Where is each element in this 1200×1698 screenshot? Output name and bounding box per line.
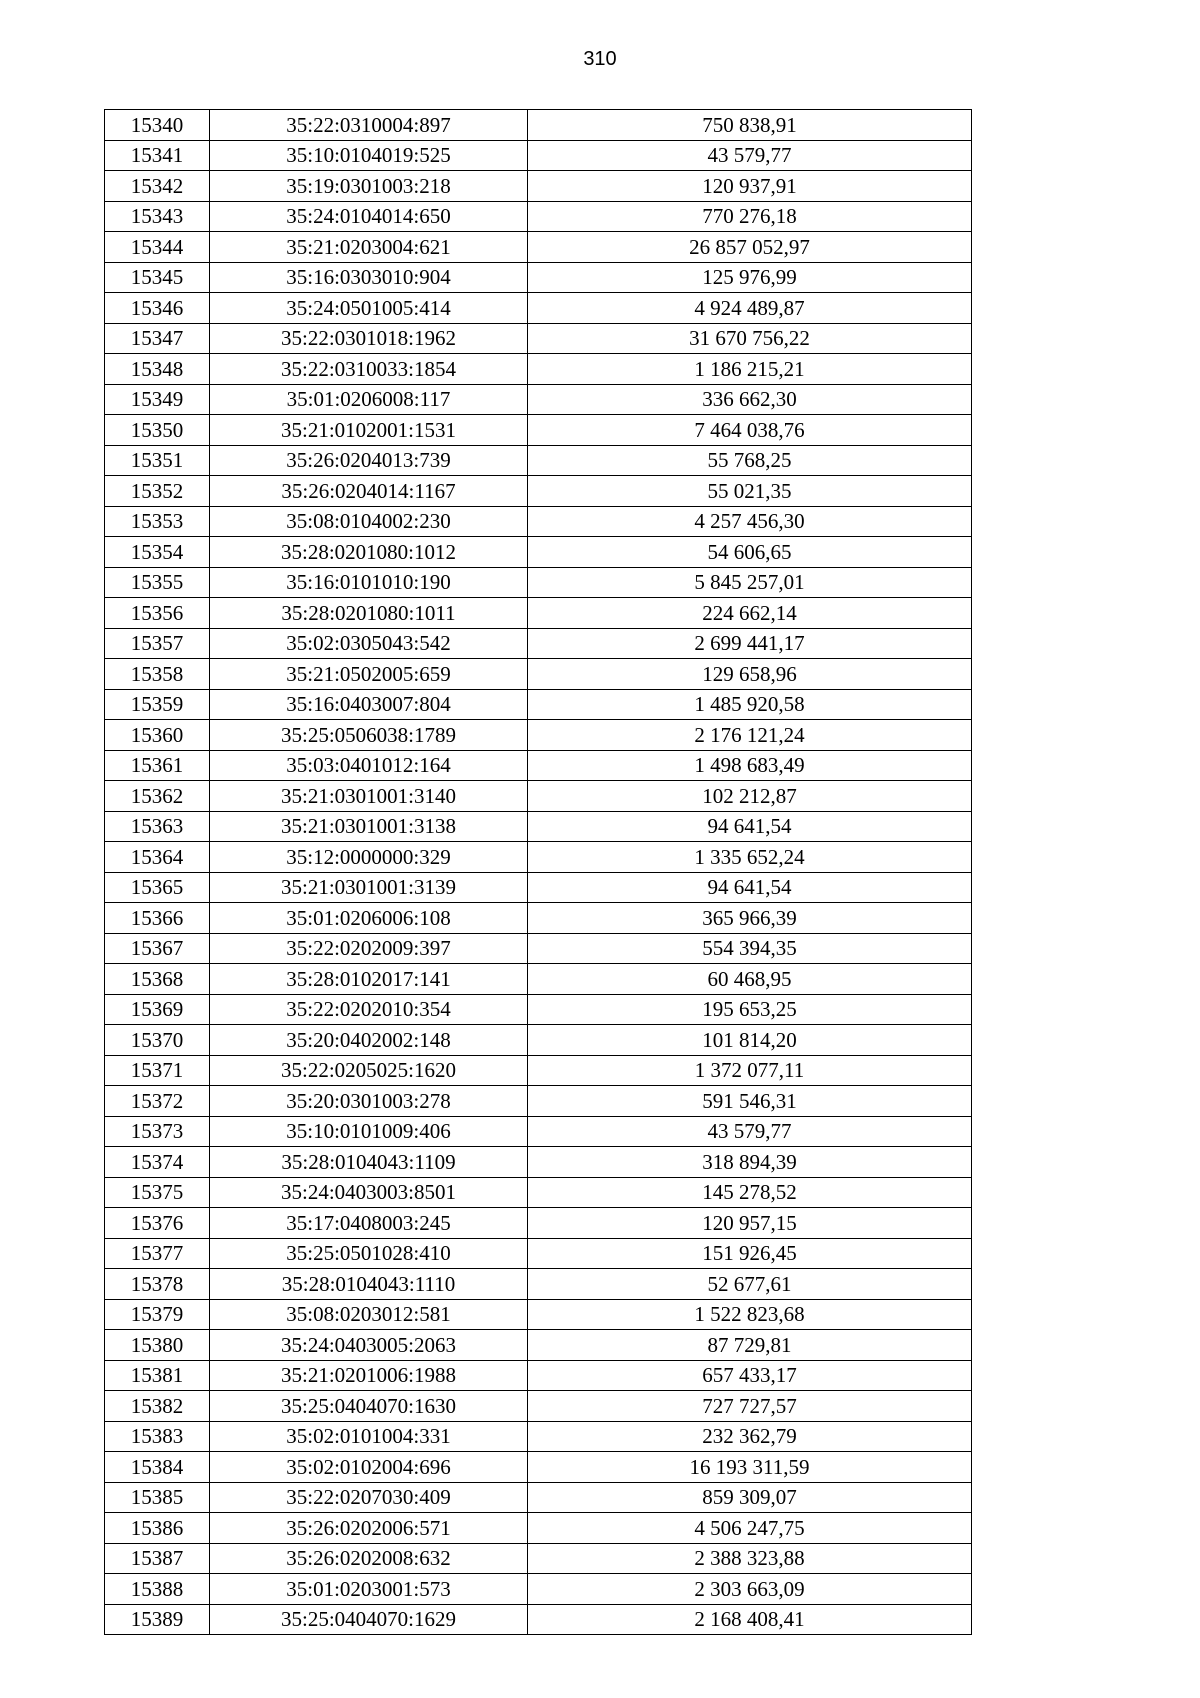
- cadastral-value-cell: 52 677,61: [528, 1269, 972, 1300]
- table-row: [105, 811, 972, 842]
- cadastral-number-cell: 35:22:0205025:1620: [210, 1055, 528, 1086]
- cadastral-number-cell: 35:24:0104014:650: [210, 201, 528, 232]
- table-row: [105, 140, 972, 171]
- row-number-cell: 15360: [105, 720, 210, 751]
- row-number-cell: 15353: [105, 506, 210, 537]
- cadastral-value-cell: 1 186 215,21: [528, 354, 972, 385]
- table-row: [105, 1513, 972, 1544]
- cadastral-value-cell: 4 506 247,75: [528, 1513, 972, 1544]
- cadastral-number-cell: 35:24:0403005:2063: [210, 1330, 528, 1361]
- cadastral-value-cell: 195 653,25: [528, 994, 972, 1025]
- row-number-cell: 15340: [105, 110, 210, 141]
- row-number-cell: 15387: [105, 1543, 210, 1574]
- row-number-cell: 15346: [105, 293, 210, 324]
- row-number-cell: 15380: [105, 1330, 210, 1361]
- cadastral-value-cell: 5 845 257,01: [528, 567, 972, 598]
- cadastral-number-cell: 35:28:0102017:141: [210, 964, 528, 995]
- row-number-cell: 15350: [105, 415, 210, 446]
- row-number-cell: 15371: [105, 1055, 210, 1086]
- row-number-cell: 15352: [105, 476, 210, 507]
- cadastral-number-cell: 35:01:0203001:573: [210, 1574, 528, 1605]
- table-row: [105, 781, 972, 812]
- table-row: [105, 384, 972, 415]
- table-row: [105, 1604, 972, 1635]
- table-row: [105, 720, 972, 751]
- table-row: [105, 110, 972, 141]
- cadastral-number-cell: 35:22:0202009:397: [210, 933, 528, 964]
- table-row: [105, 628, 972, 659]
- row-number-cell: 15362: [105, 781, 210, 812]
- cadastral-value-cell: 750 838,91: [528, 110, 972, 141]
- cadastral-value-cell: 120 937,91: [528, 171, 972, 202]
- cadastral-number-cell: 35:26:0202008:632: [210, 1543, 528, 1574]
- row-number-cell: 15365: [105, 872, 210, 903]
- table-row: [105, 537, 972, 568]
- cadastral-number-cell: 35:16:0303010:904: [210, 262, 528, 293]
- cadastral-number-cell: 35:16:0101010:190: [210, 567, 528, 598]
- row-number-cell: 15345: [105, 262, 210, 293]
- cadastral-value-cell: 26 857 052,97: [528, 232, 972, 263]
- row-number-cell: 15366: [105, 903, 210, 934]
- table-row: [105, 1330, 972, 1361]
- cadastral-value-cell: 365 966,39: [528, 903, 972, 934]
- cadastral-number-cell: 35:28:0201080:1011: [210, 598, 528, 629]
- cadastral-number-cell: 35:22:0310004:897: [210, 110, 528, 141]
- table-row: [105, 232, 972, 263]
- cadastral-value-cell: 43 579,77: [528, 140, 972, 171]
- cadastral-value-cell: 145 278,52: [528, 1177, 972, 1208]
- table-row: [105, 1086, 972, 1117]
- cadastral-number-cell: 35:22:0207030:409: [210, 1482, 528, 1513]
- table-row: [105, 506, 972, 537]
- cadastral-value-cell: 54 606,65: [528, 537, 972, 568]
- table-row: [105, 1421, 972, 1452]
- row-number-cell: 15377: [105, 1238, 210, 1269]
- cadastral-number-cell: 35:02:0101004:331: [210, 1421, 528, 1452]
- cadastral-number-cell: 35:22:0202010:354: [210, 994, 528, 1025]
- cadastral-value-cell: 101 814,20: [528, 1025, 972, 1056]
- cadastral-value-cell: 4 257 456,30: [528, 506, 972, 537]
- table-row: [105, 964, 972, 995]
- table-row: [105, 903, 972, 934]
- row-number-cell: 15375: [105, 1177, 210, 1208]
- cadastral-value-cell: 2 699 441,17: [528, 628, 972, 659]
- row-number-cell: 15379: [105, 1299, 210, 1330]
- cadastral-value-cell: 60 468,95: [528, 964, 972, 995]
- cadastral-value-cell: 16 193 311,59: [528, 1452, 972, 1483]
- cadastral-number-cell: 35:16:0403007:804: [210, 689, 528, 720]
- cadastral-value-cell: 859 309,07: [528, 1482, 972, 1513]
- cadastral-number-cell: 35:22:0301018:1962: [210, 323, 528, 354]
- cadastral-value-cell: 87 729,81: [528, 1330, 972, 1361]
- row-number-cell: 15364: [105, 842, 210, 873]
- row-number-cell: 15389: [105, 1604, 210, 1635]
- table-row: [105, 689, 972, 720]
- table-row: [105, 201, 972, 232]
- page-number: 310: [583, 48, 617, 70]
- table-row: [105, 1574, 972, 1605]
- table-row: [105, 415, 972, 446]
- cadastral-value-cell: 232 362,79: [528, 1421, 972, 1452]
- row-number-cell: 15374: [105, 1147, 210, 1178]
- cadastral-number-cell: 35:02:0305043:542: [210, 628, 528, 659]
- cadastral-value-cell: 43 579,77: [528, 1116, 972, 1147]
- cadastral-value-cell: 55 021,35: [528, 476, 972, 507]
- row-number-cell: 15369: [105, 994, 210, 1025]
- row-number-cell: 15355: [105, 567, 210, 598]
- table-row: [105, 1055, 972, 1086]
- cadastral-number-cell: 35:21:0301001:3138: [210, 811, 528, 842]
- table-row: [105, 1452, 972, 1483]
- cadastral-value-cell: 1 485 920,58: [528, 689, 972, 720]
- row-number-cell: 15359: [105, 689, 210, 720]
- row-number-cell: 15342: [105, 171, 210, 202]
- row-number-cell: 15376: [105, 1208, 210, 1239]
- cadastral-value-cell: 224 662,14: [528, 598, 972, 629]
- cadastral-number-cell: 35:25:0404070:1630: [210, 1391, 528, 1422]
- cadastral-value-cell: 657 433,17: [528, 1360, 972, 1391]
- table-row: [105, 1238, 972, 1269]
- cadastral-value-cell: 2 388 323,88: [528, 1543, 972, 1574]
- cadastral-value-cell: 55 768,25: [528, 445, 972, 476]
- cadastral-value-cell: 2 168 408,41: [528, 1604, 972, 1635]
- row-number-cell: 15384: [105, 1452, 210, 1483]
- row-number-cell: 15351: [105, 445, 210, 476]
- row-number-cell: 15386: [105, 1513, 210, 1544]
- row-number-cell: 15344: [105, 232, 210, 263]
- row-number-cell: 15358: [105, 659, 210, 690]
- cadastral-value-cell: 318 894,39: [528, 1147, 972, 1178]
- cadastral-number-cell: 35:26:0202006:571: [210, 1513, 528, 1544]
- cadastral-number-cell: 35:21:0203004:621: [210, 232, 528, 263]
- table-row: [105, 1177, 972, 1208]
- cadastral-value-cell: 102 212,87: [528, 781, 972, 812]
- table-row: [105, 476, 972, 507]
- table-row: [105, 842, 972, 873]
- row-number-cell: 15348: [105, 354, 210, 385]
- row-number-cell: 15382: [105, 1391, 210, 1422]
- cadastral-value-cell: 129 658,96: [528, 659, 972, 690]
- cadastral-number-cell: 35:28:0104043:1110: [210, 1269, 528, 1300]
- table-row: [105, 1147, 972, 1178]
- cadastral-value-cell: 1 522 823,68: [528, 1299, 972, 1330]
- cadastral-value-cell: 7 464 038,76: [528, 415, 972, 446]
- cadastral-value-cell: 770 276,18: [528, 201, 972, 232]
- cadastral-number-cell: 35:08:0203012:581: [210, 1299, 528, 1330]
- table-row: [105, 1543, 972, 1574]
- table-row: [105, 1299, 972, 1330]
- cadastral-value-cell: 94 641,54: [528, 872, 972, 903]
- cadastral-value-cell: 554 394,35: [528, 933, 972, 964]
- cadastral-number-cell: 35:28:0201080:1012: [210, 537, 528, 568]
- cadastral-value-cell: 120 957,15: [528, 1208, 972, 1239]
- cadastral-number-cell: 35:17:0408003:245: [210, 1208, 528, 1239]
- row-number-cell: 15368: [105, 964, 210, 995]
- table-row: [105, 750, 972, 781]
- row-number-cell: 15372: [105, 1086, 210, 1117]
- table-row: [105, 323, 972, 354]
- table-row: [105, 933, 972, 964]
- row-number-cell: 15378: [105, 1269, 210, 1300]
- table-row: [105, 1208, 972, 1239]
- cadastral-value-cell: 1 498 683,49: [528, 750, 972, 781]
- cadastral-number-cell: 35:20:0402002:148: [210, 1025, 528, 1056]
- cadastral-number-cell: 35:24:0501005:414: [210, 293, 528, 324]
- cadastral-number-cell: 35:12:0000000:329: [210, 842, 528, 873]
- cadastral-number-cell: 35:03:0401012:164: [210, 750, 528, 781]
- cadastral-number-cell: 35:21:0301001:3139: [210, 872, 528, 903]
- cadastral-number-cell: 35:21:0201006:1988: [210, 1360, 528, 1391]
- row-number-cell: 15383: [105, 1421, 210, 1452]
- table-row: [105, 994, 972, 1025]
- cadastral-number-cell: 35:19:0301003:218: [210, 171, 528, 202]
- table-row: [105, 872, 972, 903]
- cadastral-number-cell: 35:10:0104019:525: [210, 140, 528, 171]
- row-number-cell: 15354: [105, 537, 210, 568]
- row-number-cell: 15357: [105, 628, 210, 659]
- cadastral-number-cell: 35:20:0301003:278: [210, 1086, 528, 1117]
- cadastral-number-cell: 35:28:0104043:1109: [210, 1147, 528, 1178]
- cadastral-value-cell: 727 727,57: [528, 1391, 972, 1422]
- cadastral-number-cell: 35:25:0404070:1629: [210, 1604, 528, 1635]
- row-number-cell: 15370: [105, 1025, 210, 1056]
- cadastral-value-cell: 1 335 652,24: [528, 842, 972, 873]
- row-number-cell: 15349: [105, 384, 210, 415]
- table-row: [105, 262, 972, 293]
- table-row: [105, 1269, 972, 1300]
- cadastral-number-cell: 35:08:0104002:230: [210, 506, 528, 537]
- cadastral-number-cell: 35:22:0310033:1854: [210, 354, 528, 385]
- cadastral-number-cell: 35:21:0502005:659: [210, 659, 528, 690]
- cadastral-value-cell: 336 662,30: [528, 384, 972, 415]
- row-number-cell: 15373: [105, 1116, 210, 1147]
- table-row: [105, 293, 972, 324]
- cadastral-value-cell: 125 976,99: [528, 262, 972, 293]
- cadastral-number-cell: 35:25:0506038:1789: [210, 720, 528, 751]
- row-number-cell: 15347: [105, 323, 210, 354]
- table-body: [105, 110, 972, 1635]
- row-number-cell: 15343: [105, 201, 210, 232]
- table-row: [105, 1025, 972, 1056]
- cadastral-value-cell: 2 176 121,24: [528, 720, 972, 751]
- table-row: [105, 171, 972, 202]
- row-number-cell: 15385: [105, 1482, 210, 1513]
- table-row: [105, 354, 972, 385]
- table-row: [105, 1482, 972, 1513]
- table-row: [105, 1391, 972, 1422]
- cadastral-number-cell: 35:01:0206006:108: [210, 903, 528, 934]
- row-number-cell: 15341: [105, 140, 210, 171]
- row-number-cell: 15361: [105, 750, 210, 781]
- row-number-cell: 15388: [105, 1574, 210, 1605]
- row-number-cell: 15356: [105, 598, 210, 629]
- row-number-cell: 15363: [105, 811, 210, 842]
- cadastral-value-cell: 1 372 077,11: [528, 1055, 972, 1086]
- cadastral-value-cell: 591 546,31: [528, 1086, 972, 1117]
- cadastral-value-cell: 2 303 663,09: [528, 1574, 972, 1605]
- table-row: [105, 567, 972, 598]
- cadastral-number-cell: 35:02:0102004:696: [210, 1452, 528, 1483]
- cadastral-value-table: [104, 109, 972, 1635]
- row-number-cell: 15367: [105, 933, 210, 964]
- cadastral-value-cell: 31 670 756,22: [528, 323, 972, 354]
- cadastral-value-cell: 4 924 489,87: [528, 293, 972, 324]
- cadastral-number-cell: 35:21:0301001:3140: [210, 781, 528, 812]
- table-row: [105, 1360, 972, 1391]
- table-row: [105, 659, 972, 690]
- table-row: [105, 445, 972, 476]
- table-row: [105, 598, 972, 629]
- cadastral-value-cell: 151 926,45: [528, 1238, 972, 1269]
- cadastral-value-cell: 94 641,54: [528, 811, 972, 842]
- cadastral-number-cell: 35:10:0101009:406: [210, 1116, 528, 1147]
- cadastral-number-cell: 35:26:0204013:739: [210, 445, 528, 476]
- cadastral-number-cell: 35:26:0204014:1167: [210, 476, 528, 507]
- cadastral-number-cell: 35:21:0102001:1531: [210, 415, 528, 446]
- table-row: [105, 1116, 972, 1147]
- row-number-cell: 15381: [105, 1360, 210, 1391]
- cadastral-number-cell: 35:25:0501028:410: [210, 1238, 528, 1269]
- cadastral-number-cell: 35:24:0403003:8501: [210, 1177, 528, 1208]
- cadastral-number-cell: 35:01:0206008:117: [210, 384, 528, 415]
